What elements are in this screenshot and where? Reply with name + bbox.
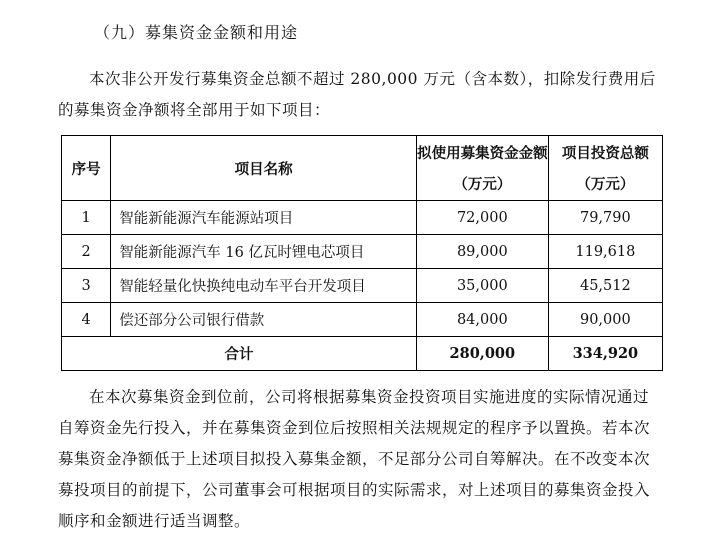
table-header-row (62, 136, 663, 201)
row-total: 90,000 (548, 303, 662, 337)
table-row (62, 303, 663, 337)
row-name: 智能轻量化快换纯电动车平台开发项目 (111, 269, 417, 303)
row-amount: 84,000 (416, 303, 548, 337)
row-no: 1 (62, 201, 111, 235)
row-name: 智能新能源汽车 16 亿瓦时锂电芯项目 (111, 235, 417, 269)
total-amount: 280,000 (416, 337, 548, 371)
row-total: 79,790 (548, 201, 662, 235)
table-row (62, 269, 663, 303)
header-total-unit: （万元） (576, 176, 635, 193)
section-heading: （九）募集资金金额和用途 (94, 23, 299, 42)
header-name: 项目名称 (111, 136, 417, 201)
table-row (62, 201, 663, 235)
row-total: 119,618 (548, 235, 662, 269)
header-amount-unit: （万元） (453, 176, 512, 193)
row-name: 偿还部分公司银行借款 (111, 303, 417, 337)
row-amount: 35,000 (416, 269, 548, 303)
total-investment: 334,920 (548, 337, 662, 371)
closing-text: 在本次募集资金到位前，公司将根据募集资金投资项目实施进度的实际情况通过自筹资金先行投入，并在募集资金到位后按照相关法规规定的程序予以置换。若本次募集资金净额低于上述项目拟投入募集金额，不足部分公司自筹解决。在不改变本次募投项目的前提下，公司董事会可根据项目的实际需求，对上述项目的募集资金投入顺序和金额进行适当调整。 (58, 388, 651, 530)
total-row (62, 337, 663, 371)
row-total: 45,512 (548, 269, 662, 303)
row-no: 2 (62, 235, 111, 269)
row-name: 智能新能源汽车能源站项目 (111, 201, 417, 235)
header-total (548, 136, 662, 201)
intro-text: 本次非公开发行募集资金总额不超过 280,000 万元（含本数），扣除发行费用后的募集资金净额将全部用于如下项目： (58, 70, 656, 119)
header-amount (416, 136, 548, 201)
closing-paragraph (58, 382, 658, 537)
intro-paragraph (58, 64, 658, 126)
header-no: 序号 (62, 136, 111, 201)
table-row (62, 235, 663, 269)
total-label: 合计 (62, 337, 417, 371)
row-no: 3 (62, 269, 111, 303)
header-amount-label: 拟使用募集资金金额 (417, 145, 548, 162)
row-no: 4 (62, 303, 111, 337)
row-amount: 89,000 (416, 235, 548, 269)
header-total-label: 项目投资总额 (561, 145, 649, 162)
row-amount: 72,000 (416, 201, 548, 235)
fund-usage-table (61, 135, 663, 371)
